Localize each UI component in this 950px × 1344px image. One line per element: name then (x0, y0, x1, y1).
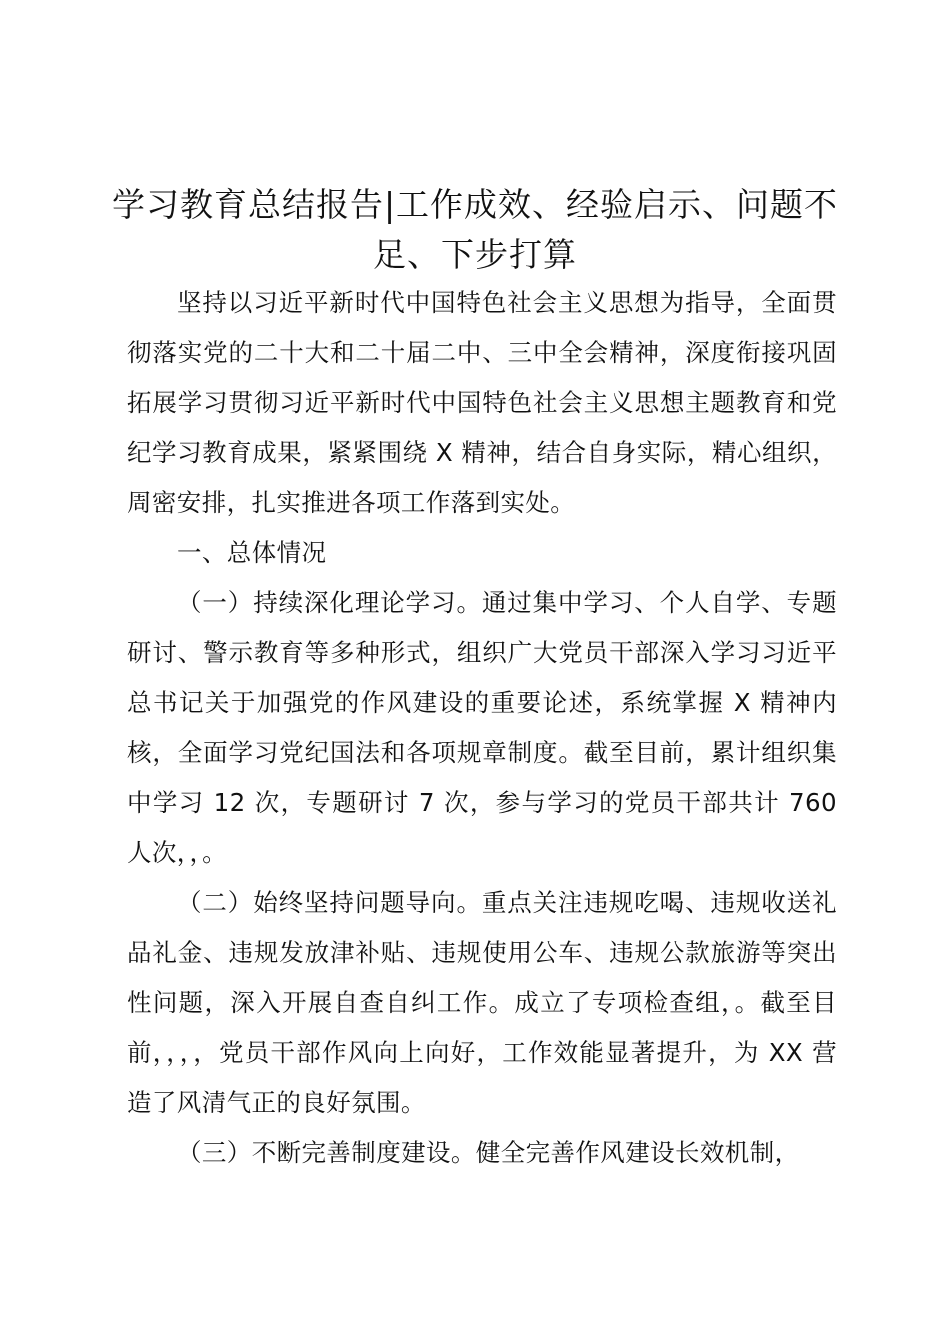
paragraph-theory-study: （一）持续深化理论学习。通过集中学习、个人自学、专题研讨、警示教育等多种形式，组织广大党员干部深入学习习近平总书记关于加强党的作风建设的重要论述，系统掌握 X 精神内核，全面学习党纪国法和各项规章制度。截至目前，累计组织集中学习 12 次，专题研讨 7 次，参与学习的党员干部共计 760 人次，，。 (127, 588, 837, 867)
paragraph-problem-oriented: （二）始终坚持问题导向。重点关注违规吃喝、违规收送礼品礼金、违规发放津补贴、违规使用公车、违规公款旅游等突出性问题，深入开展自查自纠工作。成立了专项检查组，。截至目前，，，，党员干部作风向上向好，工作效能显著提升，为 XX 营造了风清气正的良好氛围。 (127, 888, 837, 1117)
section-heading-overall: 一、总体情况 (177, 538, 327, 567)
intro-paragraph: 坚持以习近平新时代中国特色社会主义思想为指导，全面贯彻落实党的二十大和二十届二中、三中全会精神，深度衔接巩固拓展学习贯彻习近平新时代中国特色社会主义思想主题教育和党纪学习教育成果，紧紧围绕 X 精神，结合自身实际，精心组织，周密安排，扎实推进各项工作落到实处。 (127, 288, 837, 517)
paragraph-system-building: （三）不断完善制度建设。健全完善作风建设长效机制， (177, 1138, 800, 1167)
document-body (127, 278, 837, 1178)
document-title: 学习教育总结报告|工作成效、经验启示、问题不足、下步打算 (111, 185, 839, 274)
